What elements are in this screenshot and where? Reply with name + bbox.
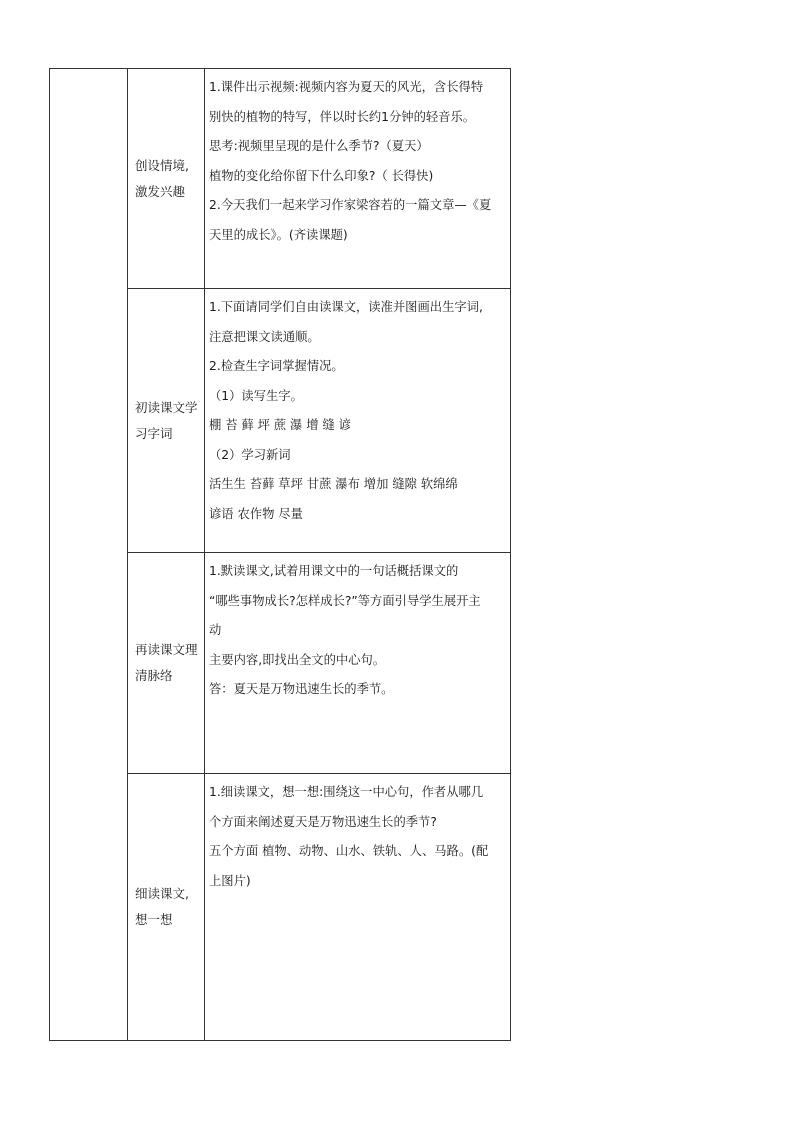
content-line: （1）读写生字。: [209, 388, 303, 403]
content-line: 五个方面 植物、动物、山水、铁轨、人、马路。(配: [209, 844, 489, 858]
step-label: 激发兴趣: [135, 183, 186, 199]
content-line: 个方面来阐述夏天是万物迅速生长的季节?: [209, 814, 437, 829]
content-cell: [205, 774, 511, 1041]
content-line: 2.今天我们一起来学习作家梁容若的一篇文章—《夏: [209, 198, 492, 212]
content-line: 谚语 农作物 尽量: [209, 506, 303, 521]
content-line: 别快的植物的特写，伴以时长约1分钟的轻音乐。: [209, 109, 476, 124]
content-line: 答：夏天是万物迅速生长的季节。: [209, 682, 394, 696]
step-label: 再读课文理: [135, 642, 198, 657]
blank-left-column: [50, 69, 128, 1041]
content-line: 1.课件出示视频:视频内容为夏天的风光，含长得特: [209, 80, 484, 94]
step-label: 清脉络: [135, 668, 173, 683]
content-line: 棚 苔 藓 坪 蔗 瀑 增 缝 谚: [209, 418, 351, 432]
content-line: 1.下面请同学们自由读课文，读准并图画出生字词,: [209, 300, 483, 314]
content-line: 主要内容,即找出全文的中心句。: [209, 652, 386, 667]
content-line: “哪些事物成长?怎样成长?”等方面引导学生展开主: [209, 593, 481, 608]
content-line: 1.默读课文,试着用课文中的一句话概括课文的: [209, 564, 459, 578]
step-label: 初读课文学: [135, 399, 198, 415]
content-line: 动: [209, 623, 222, 637]
content-cell: [205, 289, 511, 553]
content-cell: [205, 553, 511, 774]
table-row: [50, 69, 511, 289]
step-cell: [128, 774, 205, 1041]
content-cell: [205, 69, 511, 289]
step-label: 细读课文,: [135, 886, 189, 901]
content-line: 天里的成长》。(齐读课题): [209, 227, 348, 242]
content-line: 思考:视频里呈现的是什么季节?（夏天）: [209, 139, 429, 153]
content-line: 注意把课文读通顺。: [209, 329, 320, 344]
content-line: 1.细读课文，想一想:围绕这一中心句，作者从哪几: [209, 785, 484, 799]
content-line: 活生生 苔藓 草坪 甘蔗 瀑布 增加 缝隙 软绵绵: [209, 477, 458, 491]
step-label: 习字词: [135, 425, 173, 441]
content-line: 植物的变化给你留下什么印象?（ 长得快): [209, 168, 434, 183]
step-label: 创设情境,: [135, 157, 189, 173]
step-cell: [128, 69, 205, 289]
lesson-plan-table: [49, 68, 511, 1041]
step-cell: [128, 289, 205, 553]
content-line: 上图片): [209, 873, 251, 888]
step-cell: [128, 553, 205, 774]
content-line: 2.检查生字词掌握情况。: [209, 359, 344, 373]
content-line: （2）学习新词: [209, 447, 291, 462]
step-label: 想一想: [135, 912, 173, 927]
